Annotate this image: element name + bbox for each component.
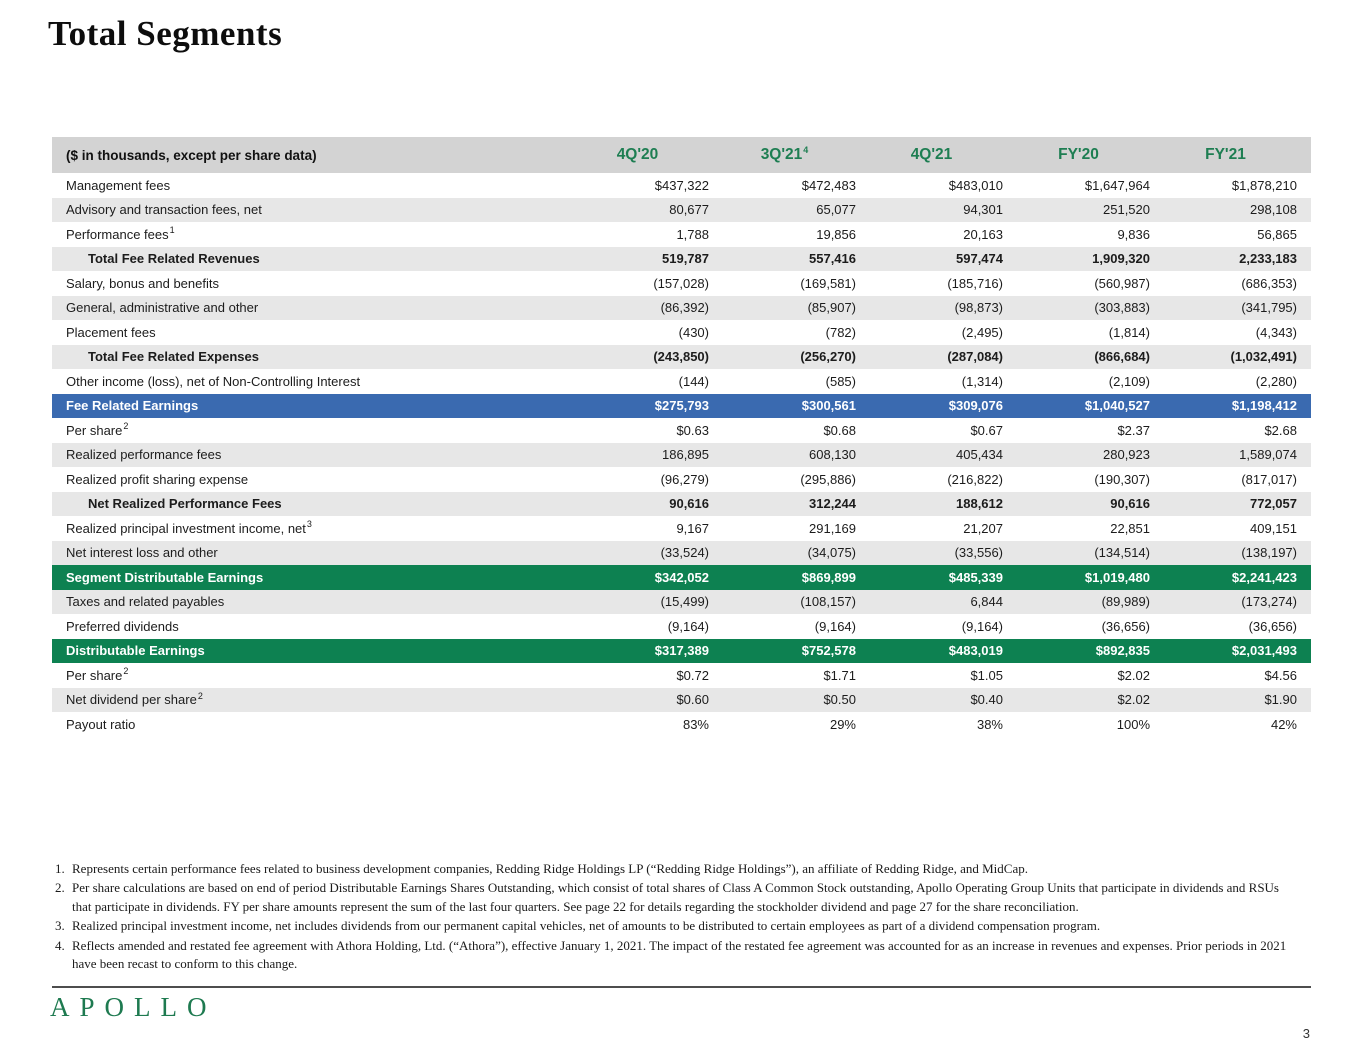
row-value: (2,280) [1255,373,1297,389]
row-value: $2.02 [1117,692,1150,708]
table-row [52,590,1311,615]
row-value: 597,474 [956,251,1003,267]
row-value: $1,198,412 [1231,398,1297,414]
row-value: (89,989) [1101,594,1150,610]
page-number: 3 [1302,1026,1310,1041]
row-label [52,349,576,364]
row-value: $2.02 [1117,667,1150,683]
row-label [52,251,576,266]
footnote-number: 3. [55,918,65,934]
row-label [52,300,576,315]
row-value: $1.71 [823,667,856,683]
row-value: (1,814) [1108,324,1150,340]
row-label [52,496,576,511]
row-value: (303,883) [1094,300,1150,316]
row-value: $2,031,493 [1231,643,1297,659]
row-value: $1.90 [1264,692,1297,708]
row-value: 90,616 [669,496,709,512]
row-value: $1,878,210 [1231,177,1297,193]
row-value: (86,392) [660,300,709,316]
table-header-row [52,137,1311,173]
row-value: 2,233,183 [1239,251,1297,267]
row-value: $317,389 [654,643,709,659]
table-row [52,467,1311,492]
row-label [52,276,576,291]
row-value: 9,836 [1117,226,1150,242]
row-value: (1,032,491) [1230,349,1297,365]
row-value: (560,987) [1094,275,1150,291]
row-value: $483,019 [948,643,1003,659]
segments-table-body [52,173,1311,737]
row-value: (9,164) [667,618,709,634]
cell-text: Realized principal investment income, net [66,520,306,536]
row-value: (144) [678,373,709,389]
cell-text: Total Fee Related Expenses [88,349,259,365]
row-value: (9,164) [961,618,1003,634]
row-value: $0.40 [970,692,1003,708]
row-value: (256,270) [800,349,856,365]
cell-text: General, administrative and other [66,300,259,316]
row-value: $342,052 [654,569,709,585]
footer-divider [52,986,1311,988]
row-value: $485,339 [948,569,1003,585]
footnote-item [52,879,1298,916]
row-label [52,570,576,585]
row-value: 188,612 [956,496,1003,512]
cell-text: Placement fees [66,324,156,340]
row-value: (866,684) [1094,349,1150,365]
cell-text: 3Q'21 [760,146,803,163]
cell-text: Management fees [66,177,171,193]
row-value: $0.67 [970,422,1003,438]
row-value: (2,109) [1108,373,1150,389]
row-value: (36,656) [1248,618,1297,634]
table-row [52,247,1311,272]
row-value: $1,040,527 [1084,398,1150,414]
row-value: 6,844 [970,594,1003,610]
row-value: 83% [682,716,709,732]
row-value: 312,244 [809,496,856,512]
row-value: (243,850) [653,349,709,365]
row-value: 409,151 [1250,520,1297,536]
row-label [52,325,576,340]
row-value: (686,353) [1241,275,1297,291]
row-label [52,447,576,462]
table-row [52,565,1311,590]
row-value: (33,556) [954,545,1003,561]
row-value: $892,835 [1095,643,1150,659]
row-value: (287,084) [947,349,1003,365]
row-value: (216,822) [947,471,1003,487]
cell-text: Preferred dividends [66,618,179,634]
footnote-marker: 2 [123,666,129,677]
row-value: 772,057 [1250,496,1297,512]
footnote-item [52,917,1298,935]
row-value: 42% [1270,716,1297,732]
segments-table [52,137,1311,737]
row-value: (1,314) [961,373,1003,389]
row-value: $2,241,423 [1231,569,1297,585]
row-value: $437,322 [654,177,709,193]
row-value: 100% [1116,716,1150,732]
row-value: $0.68 [823,422,856,438]
cell-text: Net Realized Performance Fees [88,496,282,512]
row-value: 21,207 [963,520,1003,536]
footnote-number: 4. [55,937,65,953]
row-value: (15,499) [660,594,709,610]
row-value: 186,895 [662,447,709,463]
footnote-item [52,937,1298,974]
row-value: 291,169 [809,520,856,536]
row-value: 298,108 [1250,202,1297,218]
row-value: $1,647,964 [1084,177,1150,193]
cell-text: Segment Distributable Earnings [66,569,264,585]
table-row [52,173,1311,198]
row-value: 56,865 [1257,226,1297,242]
row-value: (9,164) [814,618,856,634]
cell-text: Distributable Earnings [66,643,205,659]
row-value: 280,923 [1103,447,1150,463]
table-row [52,639,1311,664]
row-label [52,717,576,732]
row-value: (782) [825,324,856,340]
row-value: $2.68 [1264,422,1297,438]
footnote-number: 1. [55,861,65,876]
cell-text: Per share [66,667,123,683]
row-value: $1.05 [970,667,1003,683]
row-label [52,545,576,560]
row-value: 1,788 [676,226,709,242]
row-value: $0.63 [676,422,709,438]
table-row [52,443,1311,468]
cell-text: Taxes and related payables [66,594,225,610]
row-label [52,227,576,242]
footnote-text: Per share calculations are based on end of period Distributable Earnings Shares Outstanding, which consist of total shares of Class A Common Stock outstanding, Apollo Operating Group Units that participate in dividends and RSUs that participate in dividends. FY per share amounts represent the sum of the last four quarters. See page 22 for details regarding the stockholder dividend and page 27 for the share reconciliation. [72,880,1279,914]
cell-text: 4Q'20 [616,146,659,163]
table-row [52,222,1311,247]
cell-text: Other income (loss), net of Non-Controlling Interest [66,373,361,389]
row-value: $752,578 [801,643,856,659]
row-value: (36,656) [1101,618,1150,634]
row-value: $0.50 [823,692,856,708]
cell-text: Net interest loss and other [66,545,218,561]
row-value: 22,851 [1110,520,1150,536]
footnote-marker: 1 [169,225,175,236]
row-value: $2.37 [1117,422,1150,438]
cell-text: 4Q'21 [910,146,953,163]
row-label [52,178,576,193]
row-value: 94,301 [963,202,1003,218]
table-row [52,369,1311,394]
row-label [52,521,576,536]
row-value: (98,873) [954,300,1003,316]
row-value: (341,795) [1241,300,1297,316]
cell-text: Performance fees [66,226,169,242]
row-value: 38% [976,716,1003,732]
cell-text: FY'20 [1058,146,1099,163]
footnote-text: Reflects amended and restated fee agreement with Athora Holding, Ltd. (“Athora”), effective January 1, 2021. The impact of the restated fee agreement was accounted for as an increase in revenues and expenses. Prior periods in 2021 have been recast to conform to this change. [72,937,1287,972]
table-row [52,614,1311,639]
table-row [52,296,1311,321]
apollo-logo: APOLLO [50,992,217,1022]
row-value: 405,434 [956,447,1003,463]
row-value: 29% [829,716,856,732]
row-label [52,202,576,217]
row-value: 1,589,074 [1239,447,1297,463]
row-value: $869,899 [801,569,856,585]
row-value: (157,028) [653,275,709,291]
row-value: (34,075) [807,545,856,561]
row-value: 519,787 [662,251,709,267]
row-value: $309,076 [948,398,1003,414]
row-value: (85,907) [807,300,856,316]
row-label [52,619,576,634]
page-title: Total Segments [48,14,283,53]
row-value: (108,157) [800,594,856,610]
footnote-item [52,860,1298,878]
row-value: 1,909,320 [1092,251,1150,267]
cell-text: Per share [66,422,123,438]
table-row [52,198,1311,223]
table-row [52,271,1311,296]
cell-text: Fee Related Earnings [66,398,199,414]
table-row [52,541,1311,566]
row-label [52,692,576,707]
table-row [52,345,1311,370]
row-label [52,668,576,683]
table-header-label: ($ in thousands, except per share data) [66,147,317,163]
row-value: $300,561 [801,398,856,414]
row-value: (173,274) [1241,594,1297,610]
row-value: (2,495) [961,324,1003,340]
footnotes [52,860,1298,975]
row-value: 557,416 [809,251,856,267]
row-value: 608,130 [809,447,856,463]
row-value: $1,019,480 [1084,569,1150,585]
row-value: 251,520 [1103,202,1150,218]
footnote-number: 2. [55,880,65,896]
column-header [723,146,870,164]
cell-text: Realized performance fees [66,447,222,463]
footnote-text: Represents certain performance fees related to business development companies, Redding Ridge Holdings LP (“Redding Ridge Holdings”), an affiliate of Redding Ridge, and MidCap. [72,861,1028,876]
row-value: $483,010 [948,177,1003,193]
row-label [52,398,576,413]
row-value: (4,343) [1255,324,1297,340]
row-value: (295,886) [800,471,856,487]
cell-text: Salary, bonus and benefits [66,275,219,291]
cell-text: Net dividend per share [66,692,197,708]
row-value: $0.72 [676,667,709,683]
row-value: 90,616 [1110,496,1150,512]
row-value: $275,793 [654,398,709,414]
row-value: (134,514) [1094,545,1150,561]
row-value: 20,163 [963,226,1003,242]
row-label [52,374,576,389]
table-row [52,418,1311,443]
row-value: $472,483 [801,177,856,193]
row-value: 80,677 [669,202,709,218]
row-label [52,643,576,658]
table-row [52,320,1311,345]
row-value: (138,197) [1241,545,1297,561]
row-value: 19,856 [816,226,856,242]
footnote-marker: 3 [306,519,312,530]
row-value: (169,581) [800,275,856,291]
row-label [52,423,576,438]
table-row [52,516,1311,541]
footnote-marker: 4 [803,144,809,155]
table-row [52,663,1311,688]
column-header [576,146,723,164]
row-label [52,594,576,609]
row-value: 65,077 [816,202,856,218]
row-value: (33,524) [660,545,709,561]
row-value: $0.60 [676,692,709,708]
row-value: (585) [825,373,856,389]
cell-text: Payout ratio [66,716,136,732]
cell-text: Total Fee Related Revenues [88,251,260,267]
cell-text: Realized profit sharing expense [66,471,249,487]
row-value: (185,716) [947,275,1003,291]
row-value: (190,307) [1094,471,1150,487]
footnote-marker: 2 [123,421,129,432]
row-value: 9,167 [676,520,709,536]
column-header [1164,146,1311,164]
row-value: $4.56 [1264,667,1297,683]
table-row [52,492,1311,517]
row-value: (96,279) [660,471,709,487]
table-row [52,712,1311,737]
row-label [52,472,576,487]
column-header [1017,146,1164,164]
cell-text: Advisory and transaction fees, net [66,202,262,218]
table-row [52,394,1311,419]
footnote-marker: 2 [197,690,203,701]
footnote-text: Realized principal investment income, net includes dividends from our permanent capital vehicles, net of amounts to be distributed to certain employees as part of a dividend compensation program. [72,918,1101,934]
column-header [870,146,1017,164]
row-value: (430) [678,324,709,340]
cell-text: FY'21 [1205,146,1246,163]
table-row [52,688,1311,713]
row-value: (817,017) [1241,471,1297,487]
